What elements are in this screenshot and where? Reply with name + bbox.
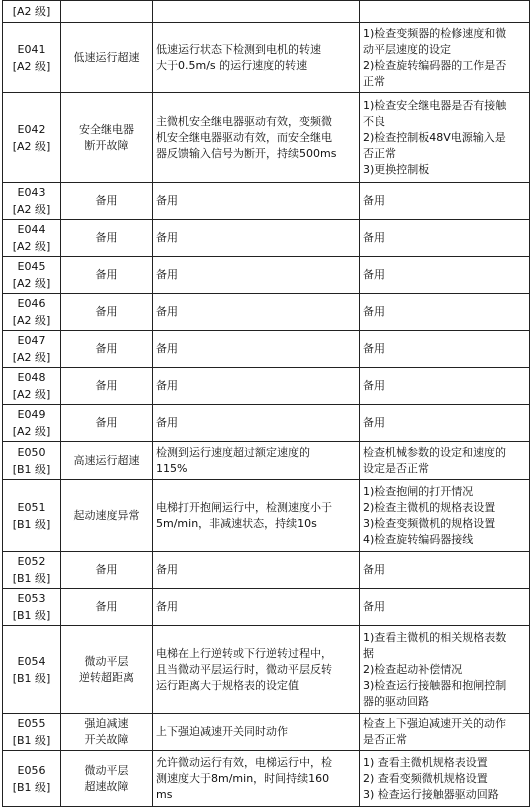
fault-description-line: 备用	[156, 305, 178, 318]
fault-remedy-line: 1)检查变频器的检修速度和微	[363, 26, 507, 40]
fault-name-cell	[61, 220, 153, 257]
fault-remedy-cell	[360, 220, 530, 257]
fault-name-cell	[61, 714, 153, 751]
fault-name-line: 备用	[95, 231, 118, 244]
fault-description-line: 测速度大于8m/min，时间持续160	[156, 771, 330, 785]
fault-name-cell	[61, 405, 153, 442]
fault-name-line: 高速运行超速	[73, 453, 140, 467]
fault-remedy-line: 动平层速度的设定	[363, 42, 451, 56]
fault-name-cell	[61, 480, 153, 552]
fault-name-line: 备用	[95, 379, 118, 392]
fault-name-cell	[61, 751, 153, 807]
fault-name-line: 备用	[95, 342, 118, 355]
fault-remedy-line: 备用	[363, 416, 385, 429]
fault-name-line: 微动平层	[84, 763, 129, 777]
fault-remedy-cell	[360, 589, 530, 626]
fault-description-cell	[153, 442, 360, 480]
fault-level: [A2 级]	[12, 59, 51, 73]
fault-description-cell	[153, 368, 360, 405]
fault-name-line: 起动速度异常	[73, 508, 140, 522]
fault-table-body	[3, 1, 530, 807]
fault-remedy-line: 1)检查抱闸的打开情况	[363, 484, 474, 498]
fault-description-line: 备用	[156, 563, 178, 576]
fault-description-line: ms	[156, 787, 173, 801]
fault-level: [A2 级]	[12, 203, 51, 216]
fault-description-line: 运行距离大于规格表的设定值	[156, 678, 299, 692]
fault-code: E042	[17, 122, 46, 136]
fault-remedy-line: 器的驱动回路	[363, 694, 429, 708]
fault-name-line: 备用	[95, 305, 118, 318]
fault-name-line: 备用	[95, 600, 118, 613]
fault-name-line: 安全继电器	[79, 122, 134, 136]
fault-description-line: 检测到运行速度超过额定速度的	[156, 445, 310, 459]
fault-level: [B1 级]	[12, 462, 51, 476]
fault-remedy-cell	[360, 751, 530, 807]
fault-code-cell	[3, 331, 61, 368]
fault-code-table	[2, 0, 530, 807]
fault-description-line: 备用	[156, 268, 178, 281]
fault-code-cell	[3, 552, 61, 589]
fault-remedy-line: 检查上下强迫减速开关的动作	[363, 717, 506, 730]
table-row	[3, 294, 530, 331]
fault-name-cell	[61, 257, 153, 294]
fault-code: E045	[17, 260, 46, 273]
fault-level: [B1 级]	[12, 671, 51, 685]
fault-remedy-cell	[360, 257, 530, 294]
fault-remedy-cell	[360, 23, 530, 93]
fault-code-cell	[3, 442, 61, 480]
fault-description-line: 主微机安全继电器驱动有效，变频微	[156, 114, 332, 128]
table-row	[3, 257, 530, 294]
fault-remedy-line: 备用	[363, 194, 385, 207]
fault-remedy-line: 备用	[363, 563, 385, 576]
fault-remedy-cell	[360, 442, 530, 480]
fault-code: E046	[17, 297, 46, 310]
fault-description-line: 器反馈输入信号为断开，持续500ms	[156, 146, 337, 160]
fault-remedy-line: 4)检查旋转编码器接线	[363, 532, 474, 546]
fault-remedy-line: 3)检查变频微机的规格设置	[363, 516, 496, 530]
fault-remedy-line: 3) 检查运行接触器驱动回路	[363, 787, 499, 801]
fault-code: E053	[17, 592, 46, 605]
fault-description-line: 且当微动平层运行时，微动平层反转	[156, 662, 332, 676]
fault-remedy-cell	[360, 93, 530, 183]
fault-remedy-line: 据	[363, 646, 374, 660]
fault-name-cell	[61, 331, 153, 368]
fault-name-line: 微动平层	[84, 654, 129, 668]
fault-name-cell	[61, 552, 153, 589]
fault-remedy-line: 检查机械参数的设定和速度的	[363, 445, 506, 459]
fault-code: E044	[17, 223, 46, 236]
fault-code: E049	[17, 408, 46, 421]
fault-remedy-line: 是否正常	[363, 733, 407, 746]
fault-remedy-line: 备用	[363, 305, 385, 318]
fault-description-line: 备用	[156, 231, 178, 244]
fault-remedy-line: 2)检查控制板48V电源输入是	[363, 130, 506, 144]
fault-code: E054	[17, 654, 46, 668]
table-row	[3, 331, 530, 368]
fault-description-line: 备用	[156, 342, 178, 355]
fault-description-cell	[153, 552, 360, 589]
table-row	[3, 183, 530, 220]
fault-remedy-line: 备用	[363, 600, 385, 613]
fault-remedy-line: 2) 查看变频微机规格设置	[363, 771, 488, 785]
fault-remedy-cell	[360, 405, 530, 442]
fault-code: E047	[17, 334, 46, 347]
fault-name-cell	[61, 442, 153, 480]
fault-description-cell	[153, 331, 360, 368]
fault-remedy-cell	[360, 1, 530, 23]
fault-description-line: 上下强迫减速开关同时动作	[156, 725, 288, 738]
fault-description-line: 电梯打开抱闸运行中，检测速度小于	[156, 500, 332, 514]
fault-remedy-line: 2)检查主微机的规格表设置	[363, 500, 496, 514]
fault-remedy-line: 3)更换控制板	[363, 162, 430, 176]
fault-name-line: 备用	[95, 194, 118, 207]
fault-description-cell	[153, 589, 360, 626]
fault-code: E050	[17, 445, 46, 459]
fault-description-line: 允许微动运行有效，电梯运行中，检	[156, 755, 332, 769]
fault-name-line: 备用	[95, 563, 118, 576]
table-row	[3, 368, 530, 405]
fault-remedy-line: 不良	[363, 114, 385, 128]
fault-remedy-line: 2)检查旋转编码器的工作是否	[363, 58, 507, 72]
fault-description-cell	[153, 751, 360, 807]
fault-level: [A2 级]	[12, 425, 51, 438]
fault-level: [A2 级]	[12, 139, 51, 153]
fault-description-line: 备用	[156, 194, 178, 207]
fault-description-cell	[153, 183, 360, 220]
fault-code: E048	[17, 371, 46, 384]
fault-remedy-cell	[360, 331, 530, 368]
fault-level: [B1 级]	[12, 572, 51, 585]
fault-code: E052	[17, 555, 46, 568]
fault-code-cell	[3, 257, 61, 294]
fault-name-cell	[61, 626, 153, 714]
fault-name-cell	[61, 294, 153, 331]
fault-code: E043	[17, 186, 46, 199]
fault-level: [B1 级]	[12, 609, 51, 622]
fault-name-cell	[61, 368, 153, 405]
fault-remedy-line: 设定是否正常	[363, 461, 429, 475]
fault-description-line: 电梯在上行逆转或下行逆转过程中，	[156, 646, 332, 660]
fault-remedy-cell	[360, 368, 530, 405]
table-row	[3, 751, 530, 807]
fault-remedy-line: 3)检查运行接触器和抱闸控制	[363, 678, 507, 692]
fault-name-line: 强迫减速	[84, 717, 129, 730]
fault-name-line: 开关故障	[84, 733, 129, 746]
table-row	[3, 714, 530, 751]
fault-description-line: 115%	[156, 461, 188, 475]
table-row	[3, 626, 530, 714]
fault-remedy-cell	[360, 294, 530, 331]
fault-code-cell	[3, 183, 61, 220]
fault-remedy-cell	[360, 480, 530, 552]
fault-level: [A2 级]	[12, 240, 51, 253]
fault-code-cell	[3, 751, 61, 807]
fault-description-cell	[153, 714, 360, 751]
table-row	[3, 552, 530, 589]
fault-code: E051	[17, 500, 46, 514]
fault-level: [A2 级]	[12, 388, 51, 401]
fault-remedy-cell	[360, 552, 530, 589]
table-row	[3, 1, 530, 23]
table-row	[3, 480, 530, 552]
fault-description-cell	[153, 23, 360, 93]
fault-remedy-line: 否正常	[363, 146, 396, 160]
fault-description-line: 备用	[156, 416, 178, 429]
fault-name-line: 断开故障	[84, 138, 129, 152]
table-row	[3, 405, 530, 442]
fault-level: [A2 级]	[12, 5, 51, 18]
fault-name-line: 低速运行超速	[73, 50, 140, 64]
fault-description-line: 备用	[156, 600, 178, 613]
fault-name-line: 备用	[95, 268, 118, 281]
fault-code: E056	[17, 763, 46, 777]
fault-remedy-cell	[360, 183, 530, 220]
fault-name-cell	[61, 23, 153, 93]
fault-description-cell	[153, 405, 360, 442]
fault-level: [A2 级]	[12, 314, 51, 327]
fault-name-line: 逆转超距离	[79, 670, 134, 684]
fault-level: [A2 级]	[12, 351, 51, 364]
fault-description-line: 5m/min，非减速状态，持续10s	[156, 516, 317, 530]
fault-description-cell	[153, 480, 360, 552]
fault-remedy-line: 备用	[363, 268, 385, 281]
fault-name-cell	[61, 1, 153, 23]
fault-remedy-cell	[360, 626, 530, 714]
fault-code-cell	[3, 294, 61, 331]
fault-remedy-line: 2)检查起动补偿情况	[363, 662, 463, 676]
fault-code-cell	[3, 220, 61, 257]
fault-remedy-line: 1)查看主微机的相关规格表数	[363, 630, 507, 644]
table-row	[3, 220, 530, 257]
fault-description-cell	[153, 294, 360, 331]
fault-description-cell	[153, 626, 360, 714]
fault-code: E055	[17, 717, 46, 730]
fault-code-cell	[3, 626, 61, 714]
fault-name-cell	[61, 183, 153, 220]
fault-code: E041	[17, 42, 46, 56]
fault-code-cell	[3, 714, 61, 751]
fault-code-cell	[3, 405, 61, 442]
fault-description-line: 备用	[156, 379, 178, 392]
fault-level: [B1 级]	[12, 780, 51, 794]
fault-description-line: 机安全继电器驱动有效，而安全继电	[156, 130, 332, 144]
fault-level: [B1 级]	[12, 517, 51, 531]
fault-code-cell	[3, 23, 61, 93]
fault-code-cell	[3, 93, 61, 183]
fault-description-cell	[153, 220, 360, 257]
fault-name-line: 超速故障	[84, 779, 129, 793]
fault-remedy-cell	[360, 714, 530, 751]
fault-description-cell	[153, 93, 360, 183]
fault-code-cell	[3, 480, 61, 552]
table-row	[3, 442, 530, 480]
fault-remedy-line: 正常	[363, 74, 385, 88]
fault-remedy-line: 备用	[363, 231, 385, 244]
table-row	[3, 589, 530, 626]
fault-description-line: 大于0.5m/s 的运行速度的转速	[156, 58, 308, 72]
fault-remedy-line: 备用	[363, 379, 385, 392]
fault-description-cell	[153, 1, 360, 23]
fault-description-line: 低速运行状态下检测到电机的转速	[156, 42, 321, 56]
fault-remedy-line: 1)检查安全继电器是否有接触	[363, 98, 507, 112]
fault-remedy-line: 1) 查看主微机规格表设置	[363, 755, 488, 769]
fault-code-cell	[3, 1, 61, 23]
fault-name-cell	[61, 589, 153, 626]
fault-name-line: 备用	[95, 416, 118, 429]
table-row	[3, 23, 530, 93]
fault-code-cell	[3, 368, 61, 405]
table-row	[3, 93, 530, 183]
fault-description-cell	[153, 257, 360, 294]
fault-remedy-line: 备用	[363, 342, 385, 355]
fault-name-cell	[61, 93, 153, 183]
fault-level: [A2 级]	[12, 277, 51, 290]
fault-level: [B1 级]	[12, 734, 51, 747]
fault-code-cell	[3, 589, 61, 626]
